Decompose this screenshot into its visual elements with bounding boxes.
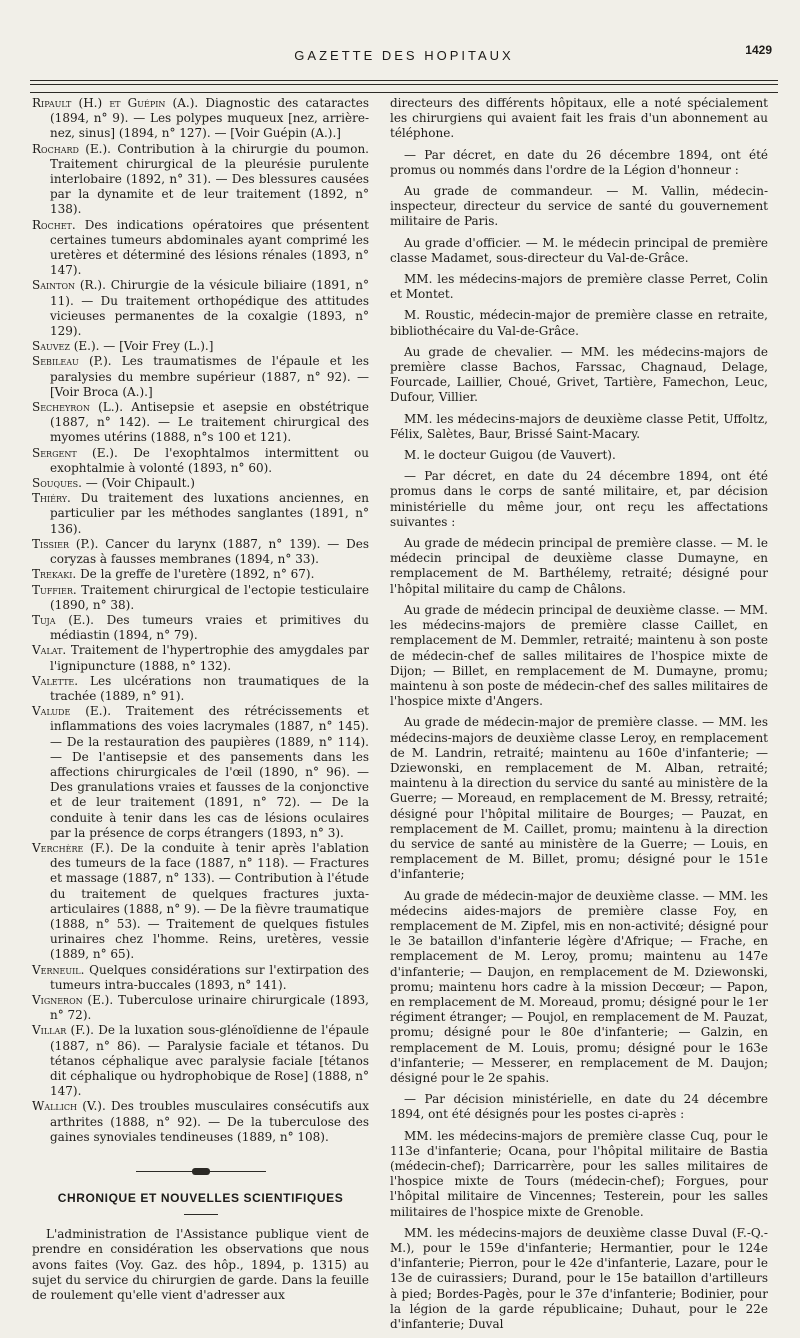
bibliography-text: Antisepsie et asepsie en obstétrique (1887, n° 142). — Le traitement chirurgical des myomes utérins (1888, n°s 100 et 121). bbox=[50, 400, 369, 445]
bibliography-author: Thiéry. bbox=[32, 491, 71, 506]
bibliography-text: Les traumatismes de l'épaule et les paralysies du membre supérieur (1887, n° 92). — [Voir Broca (A.).] bbox=[50, 354, 369, 399]
bibliography-author: Sauvez (E.). bbox=[32, 339, 100, 354]
bibliography-entry bbox=[32, 218, 369, 279]
bibliography-text: Traitement des rétrécissements et inflammations des voies lacrymales (1887, n° 145). — De la restauration des paupières (1889, n° 114). — De l'antisepsie et des pansements dans les affections chirurgicales de l'œil (1890, n° 96). — Des granulations vraies et fausses de la conjonctive et de leur traitement (1891, n° 72). — De la conduite à tenir dans les cas de lésions oculaires par la présence de corps étrangers (1893, n° 3). bbox=[50, 704, 369, 840]
bibliography-author: Valat. bbox=[32, 643, 67, 658]
page-header bbox=[30, 38, 778, 78]
section-title: CHRONIQUE ET NOUVELLES SCIENTIFIQUES bbox=[57, 1191, 344, 1206]
header-rule-top bbox=[30, 80, 778, 81]
bibliography-text: De la luxation sous-glénoïdienne de l'épaule (1887, n° 86). — Paralysie faciale et tétanos. Du tétanos céphalique avec paralysie faciale [tétanos dit céphalique ou hydrophobique de Rose] (1888, n° 147). bbox=[50, 1023, 369, 1099]
paragraph: MM. les médecins-majors de deuxième classe Duval (F.-Q.-M.), pour le 159e d'infanterie; Hermantier, pour le 124e d'infanterie; Pierron, pour le 42e d'infanterie, Lazare, pour le 13e de cuirassiers; Durand, pour le 15e bataillon d'artilleurs à pied; Bordes-Pagès, pour le 37e d'infanterie; Bodinier, pour la légion de la garde républicaine; Duhaut, pour le 22e d'infanterie; Duval bbox=[390, 1225, 768, 1332]
paragraph: — Par décret, en date du 26 décembre 1894, ont été promus ou nommés dans l'ordre de la Légion d'honneur : bbox=[390, 147, 768, 177]
paragraph: Au grade de médecin-major de deuxième classe. — MM. les médecins aides-majors de première classe Foy, en remplacement de M. Zipfel, mis en non-activité; désigné pour le 3e bataillon d'infanterie légère d'Afrique; — Frache, en remplacement de M. Leroy, promu; maintenu au 147e d'infanterie; — Daujon, en remplacement de M. Dziewonski, promu; maintenu hors cadre à la mission Decœur; — Papon, en remplacement de M. Moreaud, promu; désigné pour le 1er régiment étranger; — Poujol, en remplacement de M. Pauzat, promu; désigné pour le 80e d'infanterie; — Galzin, en remplacement de M. Louis, promu; désigné pour le 163e d'infanterie; — Messerer, en remplacement de M. Daujon; désigné pour le 2e spahis. bbox=[390, 888, 768, 1085]
bibliography-author: Ripault (H.) et Guépin (A.). bbox=[32, 96, 199, 110]
bibliography-entry bbox=[32, 278, 369, 339]
paragraph: — Par décision ministérielle, en date du 24 décembre 1894, ont été désignés pour les postes ci-après : bbox=[390, 1092, 768, 1122]
left-column bbox=[32, 96, 369, 1309]
bibliography-text: De la greffe de l'uretère (1892, n° 67). bbox=[76, 567, 315, 582]
bibliography-entry bbox=[32, 476, 369, 491]
bibliography-entry bbox=[32, 339, 369, 354]
bibliography-text: Traitement chirurgical de l'ectopie testiculaire (1890, n° 38). bbox=[50, 582, 369, 612]
bibliography-text: Des tumeurs vraies et primitives du médiastin (1894, n° 79). bbox=[50, 612, 369, 643]
bibliography-text: Quelques considérations sur l'extirpation des tumeurs intra-buccales (1893, n° 141). bbox=[50, 962, 369, 992]
paragraph: MM. les médecins-majors de première classe Cuq, pour le 113e d'infanterie; Ocana, pour l'hôpital militaire de Bastia (médecin-chef); Darricarrère, pour les salles militaires de l'hospice mixte de Tours (médecin-chef); Forgues, pour l'hôpital militaire de Vincennes; Testerein, pour les salles militaires de l'hospice mixte de Grenoble. bbox=[390, 1128, 768, 1219]
bibliography-author: Tissier (P.). bbox=[32, 536, 99, 551]
bibliography-entry bbox=[32, 142, 369, 218]
paragraph: — Par décret, en date du 24 décembre 1894, ont été promus dans le corps de santé militaire, et, par décision ministérielle du même jour, ont reçu les affectations suivantes : bbox=[390, 469, 768, 529]
bibliography-entry bbox=[32, 674, 369, 704]
paragraph: Au grade de chevalier. — MM. les médecins-majors de première classe Bachos, Farssac, Chagnaud, Delage, Fourcade, Laillier, Choué, Grivet, Tartière, Famechon, Leuc, Dufour, Villier. bbox=[390, 344, 768, 405]
bibliography-author: Villar (F.). bbox=[32, 1023, 94, 1038]
paragraph: Au grade de commandeur. — M. Vallin, médecin-inspecteur, directeur du service de santé du gouvernement militaire de Paris. bbox=[390, 184, 768, 229]
bibliography-entry bbox=[32, 613, 369, 643]
bibliography-entry bbox=[32, 567, 369, 582]
bibliography-author: Sainton (R.). bbox=[32, 278, 106, 293]
bibliography-text: Des indications opératoires que présentent certaines tumeurs abdominales ayant comprimé les uretères et déterminé des lésions rénales (1893, n° 147). bbox=[50, 217, 369, 278]
bibliography-author: Valude (E.). bbox=[32, 704, 112, 719]
bibliography-author: Verneuil. bbox=[32, 962, 85, 977]
paragraph: MM. les médecins-majors de deuxième classe Petit, Uffoltz, Félix, Salètes, Baur, Brissé Saint-Macary. bbox=[390, 411, 768, 441]
header-rule-middle bbox=[30, 84, 778, 85]
bibliography-text: Diagnostic des cataractes (1894, n° 9). — Les polypes muqueux [nez, arrière-nez, sinus] (1894, n° 127). — [Voir Guépin (A.).] bbox=[50, 96, 369, 141]
bibliography-entry bbox=[32, 643, 369, 673]
paragraph: M. le docteur Guigou (de Vauvert). bbox=[404, 448, 616, 463]
bibliography-author: Rochard (E.). bbox=[32, 141, 111, 156]
ornament-icon bbox=[192, 1168, 210, 1175]
bibliography-entry bbox=[32, 841, 369, 963]
bibliography-author: Secheyron (L.). bbox=[32, 400, 124, 415]
bibliography-entry bbox=[32, 354, 369, 400]
bibliography-author: Rochet. bbox=[32, 217, 76, 232]
paragraph: MM. les médecins-majors de première classe Perret, Colin et Montet. bbox=[390, 272, 768, 302]
bibliography-author: Verchère (F.). bbox=[32, 840, 114, 855]
paragraph: Au grade de médecin principal de deuxième classe. — MM. les médecins-majors de première classe Caillet, en remplacement de M. Demmler, retraité; maintenu à son poste de médecin-chef de salles militaires de l'hospice mixte de Dijon; — Billet, en remplacement de M. Dumayne, promu; maintenu à son poste de médecin-chef des salles militaires de l'hospice mixte d'Angers. bbox=[390, 602, 768, 709]
bibliography-text: — (Voir Chipault.) bbox=[81, 476, 195, 491]
bibliography-author: Souques. bbox=[32, 476, 82, 491]
paragraph: M. Roustic, médecin-major de première classe en retraite, bibliothécaire du Val-de-Grâce. bbox=[390, 308, 768, 338]
bibliography-text: Des troubles musculaires consécutifs aux arthrites (1888, n° 92). — De la tuberculose des gaines synoviales tendineuses (1889, n° 108). bbox=[50, 1099, 369, 1144]
page-number: 1429 bbox=[745, 43, 772, 57]
bibliography-text: Les ulcérations non traumatiques de la trachée (1889, n° 91). bbox=[50, 673, 369, 703]
bibliography-entry bbox=[32, 537, 369, 567]
bibliography-entry bbox=[32, 1099, 369, 1145]
bibliography-entry bbox=[32, 96, 369, 142]
bibliography-text: Cancer du larynx (1887, n° 139). — Des coryzas à fausses membranes (1894, n° 33). bbox=[50, 536, 369, 567]
bibliography-entry bbox=[32, 963, 369, 993]
bibliography-text: Tuberculose urinaire chirurgicale (1893, n° 72). bbox=[50, 992, 369, 1023]
bibliography-entry bbox=[32, 491, 369, 537]
paragraph: Au grade de médecin-major de première classe. — MM. les médecins-majors de deuxième classe Leroy, en remplacement de M. Landrin, retraité; maintenu au 160e d'infanterie; — Dziewonski, en remplacement de M. Alban, retraité; maintenu à la direction du service du santé au ministère de la Guerre; — Moreaud, en remplacement de M. Bressy, retraité; désigné pour l'hôpital militaire de Bourges; — Pauzat, en remplacement de M. Caillet, promu; maintenu à la direction du service de santé au ministère de la Guerre; — Louis, en remplacement de M. Billet, promu; désigné pour le 151e d'infanterie; bbox=[390, 715, 768, 882]
bibliography-author: Tuffier. bbox=[32, 582, 77, 597]
bibliography-text: De l'exophtalmos intermittent ou exophtalmie à volonté (1893, n° 60). bbox=[50, 445, 369, 475]
section-paragraph: L'administration de l'Assistance publique vient de prendre en considération les observations que nous avons faites (Voy. Gaz. des hôp., 1894, p. 1315) au sujet du service du chirurgien de garde. Dans la feuille de roulement qu'elle vient d'adresser aux bbox=[32, 1227, 369, 1303]
bibliography-entry bbox=[32, 400, 369, 446]
paragraph: Au grade d'officier. — M. le médecin principal de première classe Madamet, sous-directeur du Val-de-Grâce. bbox=[390, 235, 768, 265]
bibliography-text: — [Voir Frey (L.).] bbox=[99, 339, 214, 354]
right-column bbox=[390, 96, 768, 1338]
bibliography-entry bbox=[32, 583, 369, 613]
bibliography-text: Contribution à la chirurgie du poumon. Traitement chirurgical de la pleurésie purulente interlobaire (1892, n° 31). — Des blessures causées par la dynamite et de leur traitement (1892, n° 138). bbox=[50, 141, 369, 217]
bibliography-text: Traitement de l'hypertrophie des amygdales par l'ignipuncture (1888, n° 132). bbox=[50, 643, 369, 673]
bibliography-author: Trekaki. bbox=[32, 567, 77, 582]
bibliography-entry bbox=[32, 704, 369, 841]
header-rule-bottom bbox=[30, 92, 778, 93]
bibliography-author: Valette. bbox=[32, 673, 79, 688]
bibliography-text: De la conduite à tenir après l'ablation des tumeurs de la face (1887, n° 118). — Fractures et massage (1887, n° 133). — Contribution à l'étude du traitement de quelques fractures juxta-articulaires (1888, n° 9). — De la fièvre traumatique (1888, n° 53). — Traitement de quelques fistules urinaires chez l'homme. Reins, uretères, vessie (1889, n° 65). bbox=[50, 840, 369, 962]
bibliography-text: Du traitement des luxations anciennes, en particulier par les méthodes sanglantes (1891, n° 136). bbox=[50, 491, 369, 536]
bibliography-entry bbox=[32, 1023, 369, 1099]
section-title-rule bbox=[184, 1214, 218, 1215]
bibliography-text: Chirurgie de la vésicule biliaire (1891, n° 11). — Du traitement orthopédique des attitudes vicieuses permanentes de la coxalgie (1893, n° 129). bbox=[50, 278, 369, 339]
bibliography-author: Vigneron (E.). bbox=[32, 992, 114, 1007]
bibliography-entry bbox=[32, 993, 369, 1023]
bibliography-author: Sergent (E.). bbox=[32, 445, 118, 460]
bibliography-list bbox=[32, 96, 369, 1145]
journal-title: GAZETTE DES HOPITAUX bbox=[294, 48, 514, 63]
bibliography-author: Sebileau (P.). bbox=[32, 354, 112, 369]
paragraph: Au grade de médecin principal de première classe. — M. le médecin principal de deuxième classe Dumayne, en remplacement de M. Barthélemy, retraité; désigné pour l'hôpital militaire du camp de Châlons. bbox=[390, 536, 768, 596]
bibliography-author: Tuja (E.). bbox=[32, 612, 94, 627]
bibliography-author: Wallich (V.). bbox=[32, 1099, 106, 1114]
section-separator bbox=[136, 1167, 266, 1177]
paragraph: directeurs des différents hôpitaux, elle a noté spécialement les chirurgiens qui avaient fait les frais d'un abonnement au téléphone. bbox=[390, 96, 768, 141]
bibliography-entry bbox=[32, 446, 369, 476]
